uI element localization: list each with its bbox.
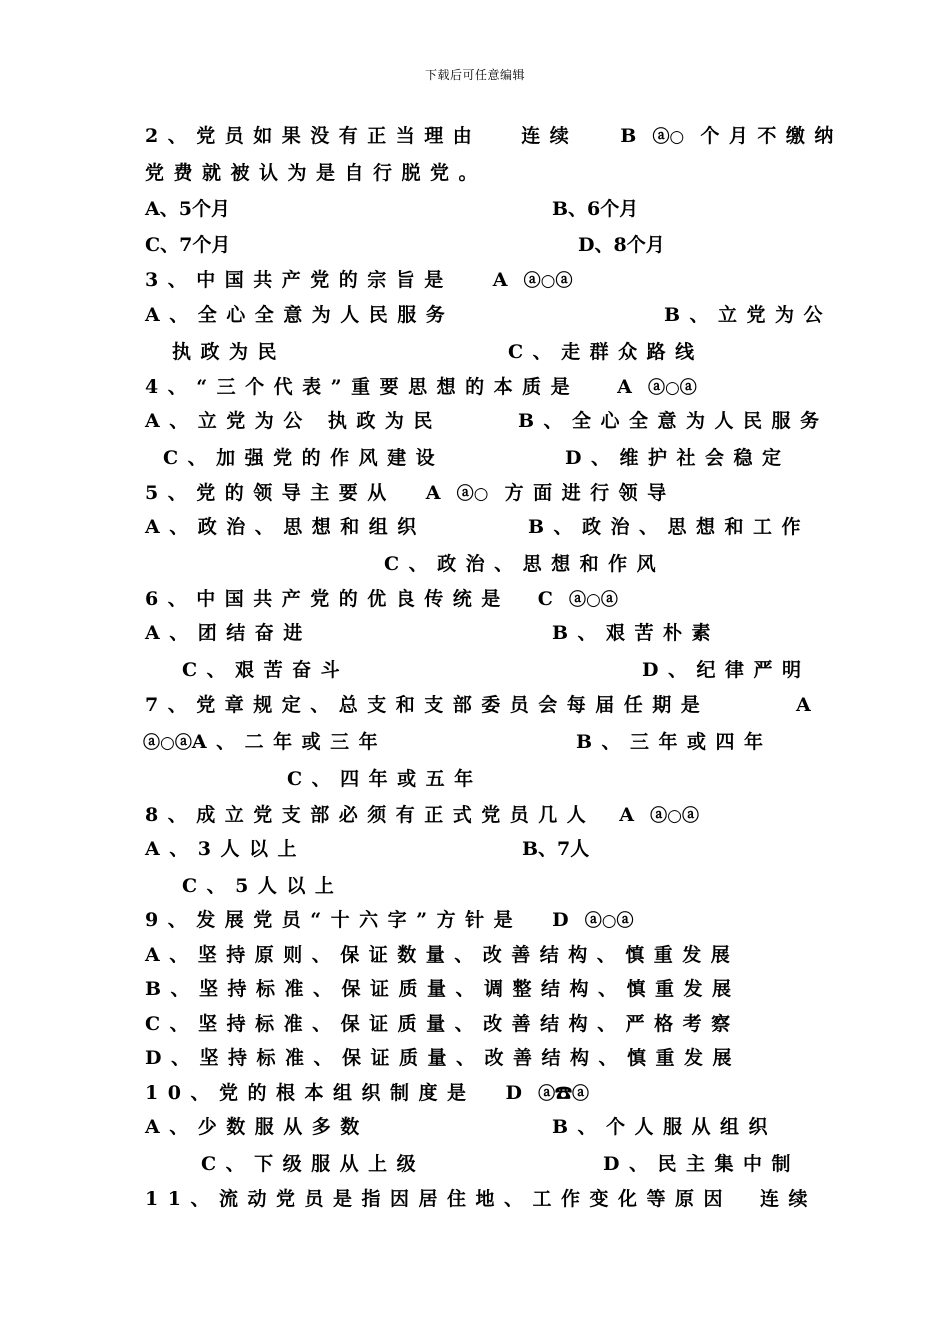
option-a: A、3人以上 [145, 838, 306, 860]
question-2-line2: 党费就被认为是自行脱党。 [145, 162, 488, 184]
garbled-glyph-icon: ⓐ○ⓐ [584, 911, 634, 931]
option-b-cont: 执政为民 [172, 341, 287, 363]
garbled-glyph-icon: ⓐ☎ⓐ [538, 1084, 590, 1104]
option-b: B、7人 [522, 838, 590, 860]
option-c: C、加强党的作风建设 [163, 447, 445, 469]
garbled-glyph-icon: ⓐ○ⓐ [523, 271, 573, 291]
option-a: A、坚持原则、保证数量、改善结构、慎重发展 [145, 944, 740, 966]
garbled-glyph-icon: ⓐ○ [652, 127, 685, 147]
option-b: B、三年或四年 [576, 731, 773, 753]
option-a: A、全心全意为人民服务 [145, 304, 455, 326]
question-9-stem [145, 908, 634, 933]
option-a: A、二年或三年 [191, 731, 388, 753]
answer-letter: D [552, 909, 569, 931]
option-c: C、5人以上 [182, 875, 344, 897]
answer-letter: A [619, 804, 634, 826]
option-c: C、下级服从上级 [201, 1153, 426, 1175]
garbled-glyph-icon: ⓐ○ⓐ [568, 590, 618, 610]
option-d: D、民主集中制 [603, 1153, 800, 1175]
option-c: C、四年或五年 [287, 768, 483, 790]
question-11-stem [145, 1187, 817, 1211]
option-b: B、坚持标准、保证质量、调整结构、慎重发展 [145, 978, 741, 1000]
option-a: A、团结奋进 [145, 622, 312, 644]
option-c: C、坚持标准、保证质量、改善结构、严格考察 [145, 1013, 740, 1035]
question-text: 8、成立党支部必须有正式党员几人 [145, 804, 596, 826]
option-b: B、政治、思想和工作 [528, 516, 811, 538]
answer-letter: B [620, 125, 637, 147]
option-c: C、走群众路线 [508, 341, 704, 363]
question-text: 2、党员如果没有正当理由 [145, 125, 482, 147]
question-5-stem [145, 481, 676, 506]
question-10-stem [145, 1081, 589, 1106]
question-text: 4、“三个代表”重要思想的本质是 [145, 376, 580, 398]
option-c: C、艰苦奋斗 [182, 659, 350, 681]
question-text: 个月不缴纳 [700, 125, 843, 147]
option-d: D、8个月 [578, 234, 665, 256]
answer-letter: A [425, 482, 441, 504]
answer-letter: A [617, 376, 632, 398]
option-b: B、全心全意为人民服务 [518, 410, 829, 432]
garbled-glyph-icon: ⓐ○ [456, 484, 489, 504]
question-7-line2 [143, 730, 387, 755]
answer-letter: A [796, 694, 811, 716]
option-b: B、6个月 [552, 198, 639, 220]
question-6-stem [145, 587, 618, 612]
option-d: D、维护社会稳定 [565, 447, 791, 469]
question-4-stem [145, 375, 697, 400]
question-text: 连续 [759, 1188, 817, 1210]
question-text: 10、党的根本组织制度是 [145, 1082, 476, 1104]
option-b: B、个人服从组织 [552, 1116, 778, 1138]
question-text: 方面进行领导 [504, 482, 676, 504]
option-c: C、政治、思想和作风 [384, 553, 666, 575]
question-text: 5、党的领导主要从 [145, 482, 396, 504]
question-8-stem [145, 803, 699, 828]
option-a: A、少数服从多数 [145, 1116, 369, 1138]
question-3-stem [145, 268, 572, 293]
answer-letter: C [537, 588, 553, 610]
option-c: C、7个月 [145, 234, 231, 256]
option-d: D、坚持标准、保证质量、改善结构、慎重发展 [145, 1047, 741, 1069]
option-a: A、立党为公 执政为民 [145, 410, 442, 432]
option-a: A、5个月 [145, 198, 230, 220]
answer-letter: A [492, 269, 508, 291]
question-2-stem [145, 124, 843, 149]
question-text: 3、中国共产党的宗旨是 [145, 269, 453, 291]
question-text: 连续 [521, 125, 579, 147]
option-d: D、纪律严明 [642, 659, 811, 681]
option-a: A、政治、思想和组织 [145, 516, 426, 538]
page-header: 下载后可任意编辑 [424, 68, 525, 82]
question-text: 11、流动党员是指因居住地、工作变化等原因 [145, 1188, 732, 1210]
question-text: 6、中国共产党的优良传统是 [145, 588, 510, 610]
question-text: 9、发展党员“十六字”方针是 [145, 909, 523, 931]
answer-letter: D [505, 1082, 522, 1104]
garbled-glyph-icon: ⓐ○ⓐ [143, 733, 192, 753]
option-b: B、艰苦朴素 [552, 622, 721, 644]
option-b: B、立党为公 [664, 304, 833, 326]
garbled-glyph-icon: ⓐ○ⓐ [650, 806, 699, 826]
garbled-glyph-icon: ⓐ○ⓐ [647, 378, 697, 398]
question-7-stem: 7、党章规定、总支和支部委员会每届任期是 [145, 694, 710, 716]
